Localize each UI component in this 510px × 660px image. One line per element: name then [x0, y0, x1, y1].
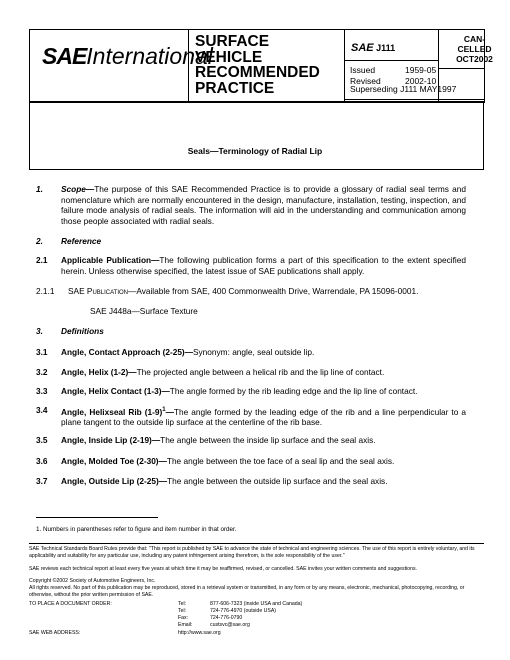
- superseding-info: Superseding J111 MAY1997: [350, 84, 457, 94]
- email-label: Email:: [178, 622, 193, 628]
- order-label: TO PLACE A DOCUMENT ORDER:: [29, 601, 112, 607]
- footnote: 1. Numbers in parentheses refer to figure and item number in that order.: [36, 526, 237, 533]
- document-page: SAEInternational SURFACE VEHICLE RECOMMENDED PRACTICE SAE J111 CAN- CELLED OCT2002 Issued 1959-05 Revised 2002-10 Superseding J111 MAY1997 Seals—Terminology of Radial Lip 1. Scope—The purpose of this SAE Recommended Practice is to provide a glossary of radial seal terms and nomenclature which are normally encountered in the design, manufacture, installation, testing, inspection, and failure mode analysis of radial seals. The information will aid in the understanding and communication among those people associated with radial seals. 2. Reference 2.1 Applicable Publication—The following publication forms a part of this specification to the extent specified herein. Unless otherwise specified, the latest issue of SAE publications shall apply. 2.1.1 SAE Publication—Available from SAE, 400 Commonwealth Drive, Warrendale, PA 15096-0001. SAE J448a—Surface Texture 3. Definitions 3.1 Angle, Contact Approach (2-25)—Synonym: angle, seal outside lip. 3.2 Angle, Helix (1-2)—The projected angle between a helical rib and the lip line of contact. 3.3 Angle, Helix Contact (1-3)—The angle formed by the rib leading edge and the lip line of contact. 3.4 Angle, Helixseal Rib $(1-9)^1—The$ angle formed by the leading edge of the rib and a line perpendicular to a plane tangent to the outside lip surface at the centerline of the rib base. 3.5 Angle, Inside Lip (2-19)—The angle between the inside lip surface and the seal axis. 3.6 Angle, Molded Toe (2-30)—The angle between the toe face of a seal lip and the seal axis. 3.7 Angle, Outside Lip (2-25)—The angle between the outside lip surface and the seal axis. 1. Numbers in parentheses refer to figure and item number in that order. SAE Technical Standards Board Rules provide that: "This report is published by SAE to advance the state of technical and engineering sciences. The use of this report is entirely voluntary, and its applicability and suitability for any particular use, including any patent infringement arising therefrom, is the sole responsibility of the user." SAE reviews each technical report at least every five years at which time it may be reaffirmed, revised, or cancelled. SAE invites your written comments and suggestions. Copyright ©2002 Society of Automotive Engineers, Inc. All rights reserved. No part of this publication may be reproduced, stored in a retrieval system or transmitted, in any form or by any means, electronic, mechanical, photocopying, recording, or otherwise, without the prior written permission of SAE. TO PLACE A DOCUMENT ORDER: SAE WEB ADDRESS: Tel: 877-606-7323 (inside USA and Canada) Tel: 724-776-4970 (outside USA) Fax: 724-776-0790 Email: custsvc@sae.org http://www.sae.org: [0, 0, 510, 660]
- email-link[interactable]: custsvc@sae.org: [210, 622, 250, 628]
- tel1-value: 877-606-7323 (inside USA and Canada): [210, 601, 303, 607]
- header-box: [29, 29, 493, 103]
- fax-label: Fax:: [178, 615, 189, 621]
- web-label: SAE WEB ADDRESS:: [29, 630, 81, 636]
- doc-number: SAE J111: [351, 42, 396, 54]
- cancelled-badge: CAN- CELLED OCT2002: [456, 34, 493, 64]
- footnote-rule: [36, 517, 158, 518]
- tel1-label: Tel:: [178, 601, 187, 607]
- tel2-value: 724-776-4970 (outside USA): [210, 608, 277, 614]
- document-title: Seals—Terminology of Radial Lip: [187, 146, 323, 156]
- web-link[interactable]: http://www.sae.org: [178, 630, 221, 636]
- board-rules-text: SAE Technical Standards Board Rules provide that: "This report is published by SAE to advance the state of technical and engineering sciences. The use of this report is entirely voluntary, and its applicability and suitability for any particular use, including any patent infringement arising therefrom, is the sole responsibility of the user.": [29, 546, 475, 559]
- issued-info: Issued 1959-05 Revised 2002-10: [350, 65, 437, 86]
- doc-category-title: SURFACE VEHICLE RECOMMENDED PRACTICE: [195, 33, 320, 97]
- review-text: SAE reviews each technical report at least every five years at which time it may be reaffirmed, revised, or cancelled. SAE invites your written comments and suggestions.: [29, 566, 417, 572]
- rights-text: All rights reserved. No part of this publication may be reproduced, stored in a retrieval system or transmitted, in any form or by any means, electronic, mechanical, photocopying, recording, or otherwise, without the prior written permission of SAE.: [29, 585, 465, 598]
- fax-value: 724-776-0790: [210, 615, 243, 621]
- sae-logo: SAEInternational: [42, 43, 213, 69]
- tel2-label: Tel:: [178, 608, 187, 614]
- copyright-text: Copyright ©2002 Society of Automotive Engineers, Inc.: [29, 578, 156, 584]
